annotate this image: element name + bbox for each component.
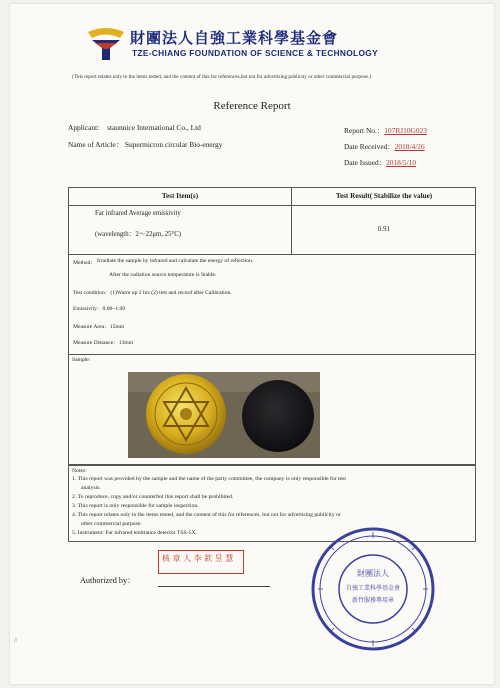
black-disc [242, 380, 314, 452]
date-received-row [344, 141, 425, 152]
signature-stamp-text: 核 章 人 李 欽 昱 慧 [162, 554, 234, 563]
method-label: Method： [73, 260, 96, 266]
org-chinese-name: 財團法人自強工業科學基金會 [130, 29, 339, 47]
applicant-row [68, 123, 201, 132]
date-issued-value: 2018/5/10 [386, 158, 417, 167]
signature-line [158, 586, 270, 587]
applicant-label: Applicant: [68, 123, 100, 132]
note-item: 5. Instrument: Far infrared emittance detector TSS-5X. [72, 530, 197, 536]
org-english-name: TZE-CHIANG FOUNDATION OF SCIENCE & TECHNOLOGY [132, 48, 378, 58]
method-line2: After the radiation source temperature is Stable. [109, 272, 217, 278]
note-item: 4. This report relates only to the items tested, and the content of this for references, but not for advertising publicity or [72, 512, 341, 518]
sample-photo [128, 372, 320, 458]
col-header-test-item: Test Item(s) [161, 192, 199, 200]
note-item: analysis. [81, 485, 101, 491]
note-item: 2. To reproduce, copy and/or counterfeit this report shall be prohibited. [72, 494, 234, 500]
test-condition: Test condition：(1)Warm up 2 hrs (2) test and record after Calibration. [73, 290, 232, 296]
notes-heading: Notes: [72, 468, 87, 474]
report-page [10, 4, 494, 684]
measure-area: Measure Area：15mm [73, 324, 125, 330]
report-no-row [344, 125, 427, 136]
svg-text:新竹服務專用章: 新竹服務專用章 [351, 597, 395, 604]
method-line1: Irradiate the sample by infrared and calculate the energy of reflection. [97, 258, 254, 264]
report-no-label: Report No.： [344, 126, 385, 135]
note-item: 3. This report is only responsible for sample inspection. [72, 503, 199, 509]
official-seal-icon [308, 524, 438, 654]
sample-label: Sample: [72, 357, 91, 363]
results-table [68, 187, 476, 355]
article-label: Name of Article： [68, 140, 123, 149]
measure-distance: Measure Distance：13mm [73, 340, 134, 346]
col-header-test-result: Test Result( Stabilize the value) [335, 192, 433, 200]
header-disclaimer: (This report relates only to the items tested, and the content of this for references,but not for advertising publicity or other commercial purpose.) [72, 74, 371, 80]
page-margin-mark: // [14, 638, 18, 644]
svg-text:自強工業科學基金會: 自強工業科學基金會 [345, 585, 401, 592]
report-title: Reference Report [213, 100, 291, 112]
foundation-logo-icon [86, 26, 126, 62]
note-item: 1. This report was provided by the sample and the name of the party committee, the company is only responsible for test [72, 476, 346, 482]
article-row [68, 139, 222, 150]
article-value: Supermicron circular Bio-energy [124, 140, 223, 149]
test-result-value: 0.91 [378, 226, 390, 233]
emissivity-range: Emissivity：0.00~1.00 [73, 306, 126, 312]
test-item-line1: Far infrared Average emissivity [95, 210, 181, 217]
authorized-label: Authorized by： [80, 576, 136, 585]
date-issued-row [344, 157, 416, 168]
date-received-label: Date Received： [344, 142, 395, 151]
report-no-value: 107RJ10G023 [384, 126, 427, 135]
test-item-line2: (wavelength：2～22μm, 25°C) [95, 231, 182, 238]
date-received-value: 2018/4/26 [394, 142, 425, 151]
date-issued-label: Date Issued： [344, 158, 387, 167]
svg-text:財團法人: 財團法人 [357, 569, 389, 578]
note-item: other commercial purpose. [81, 521, 142, 527]
applicant-value: staunnice International Co., Ltd [107, 123, 201, 132]
